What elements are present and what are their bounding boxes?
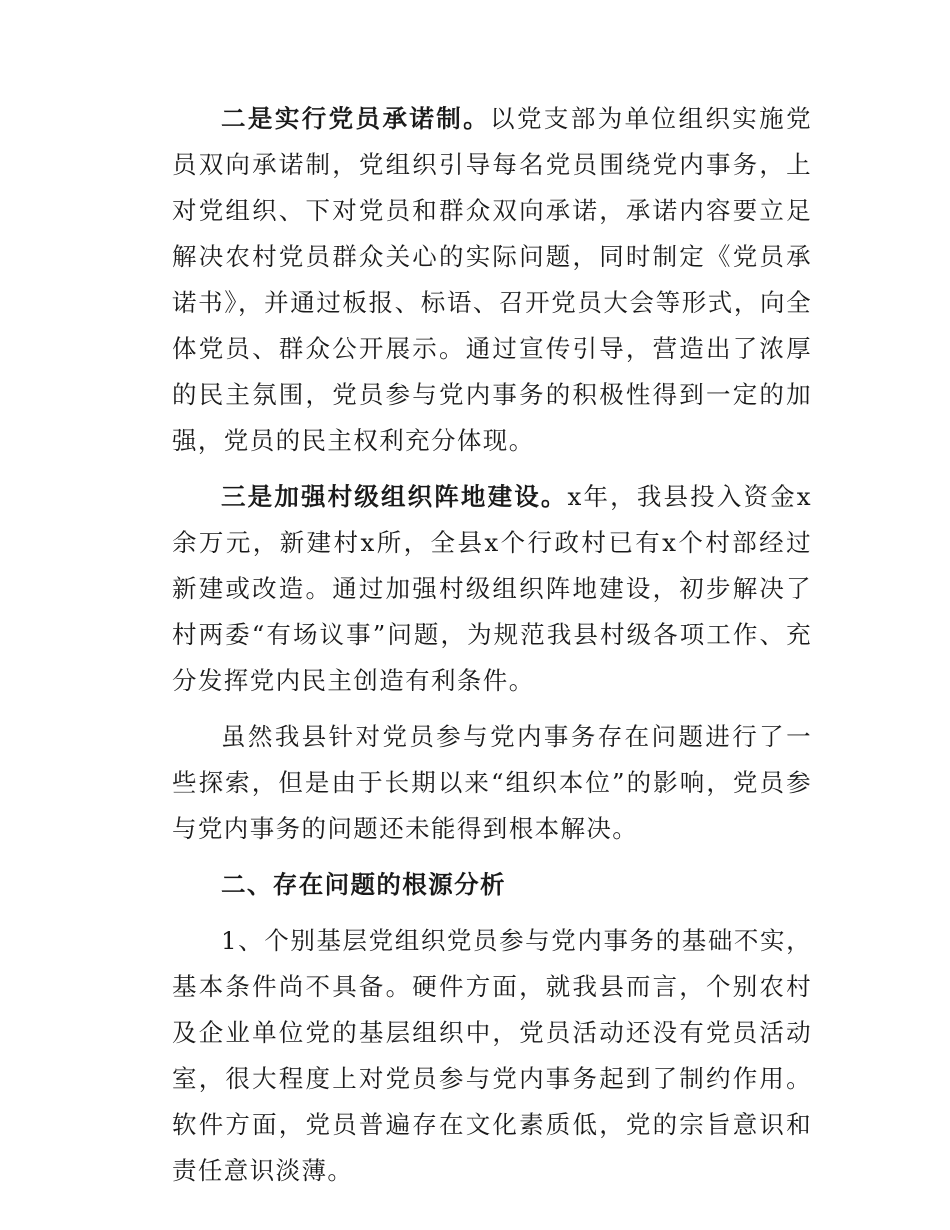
paragraph-summary	[172, 714, 812, 852]
paragraph-body: x年，我县投入资金x余万元，新建村x所，全县x个行政村已有x个村部经过新建或改造。通过加强村级组织阵地建设，初步解决了村两委“有场议事”问题，为规范我县村级各项工作、充分发挥党内民主创造有利条件。	[172, 482, 812, 695]
paragraph-village-organization-building	[172, 474, 812, 704]
paragraph-lead: 三是加强村级组织阵地建设。	[221, 482, 568, 511]
paragraph-body: 1、个别基层党组织党员参与党内事务的基础不实，基本条件尚不具备。硬件方面，就我县而言，个别农村及企业单位党的基层组织中，党员活动还没有党员活动室，很大程度上对党员参与党内事务起到了制约作用。软件方面，党员普遍存在文化素质低，党的宗旨意识和责任意识淡薄。	[172, 926, 812, 1185]
section-heading-text: 二、存在问题的根源分析	[221, 870, 506, 899]
section-heading	[172, 862, 812, 908]
paragraph-lead: 二是实行党员承诺制。	[221, 104, 491, 133]
paragraph-root-cause-1	[172, 918, 812, 1194]
paragraph-body: 以党支部为单位组织实施党员双向承诺制，党组织引导每名党员围绕党内事务，上对党组织、下对党员和群众双向承诺，承诺内容要立足解决农村党员群众关心的实际问题，同时制定《党员承诺书》，并通过板报、标语、召开党员大会等形式，向全体党员、群众公开展示。通过宣传引导，营造出了浓厚的民主氛围，党员参与党内事务的积极性得到一定的加强，党员的民主权利充分体现。	[172, 104, 812, 455]
paragraph-body: 虽然我县针对党员参与党内事务存在问题进行了一些探索，但是由于长期以来“组织本位”的影响，党员参与党内事务的问题还未能得到根本解决。	[172, 722, 812, 843]
document-page	[172, 96, 812, 1204]
paragraph-party-member-commitment	[172, 96, 812, 464]
